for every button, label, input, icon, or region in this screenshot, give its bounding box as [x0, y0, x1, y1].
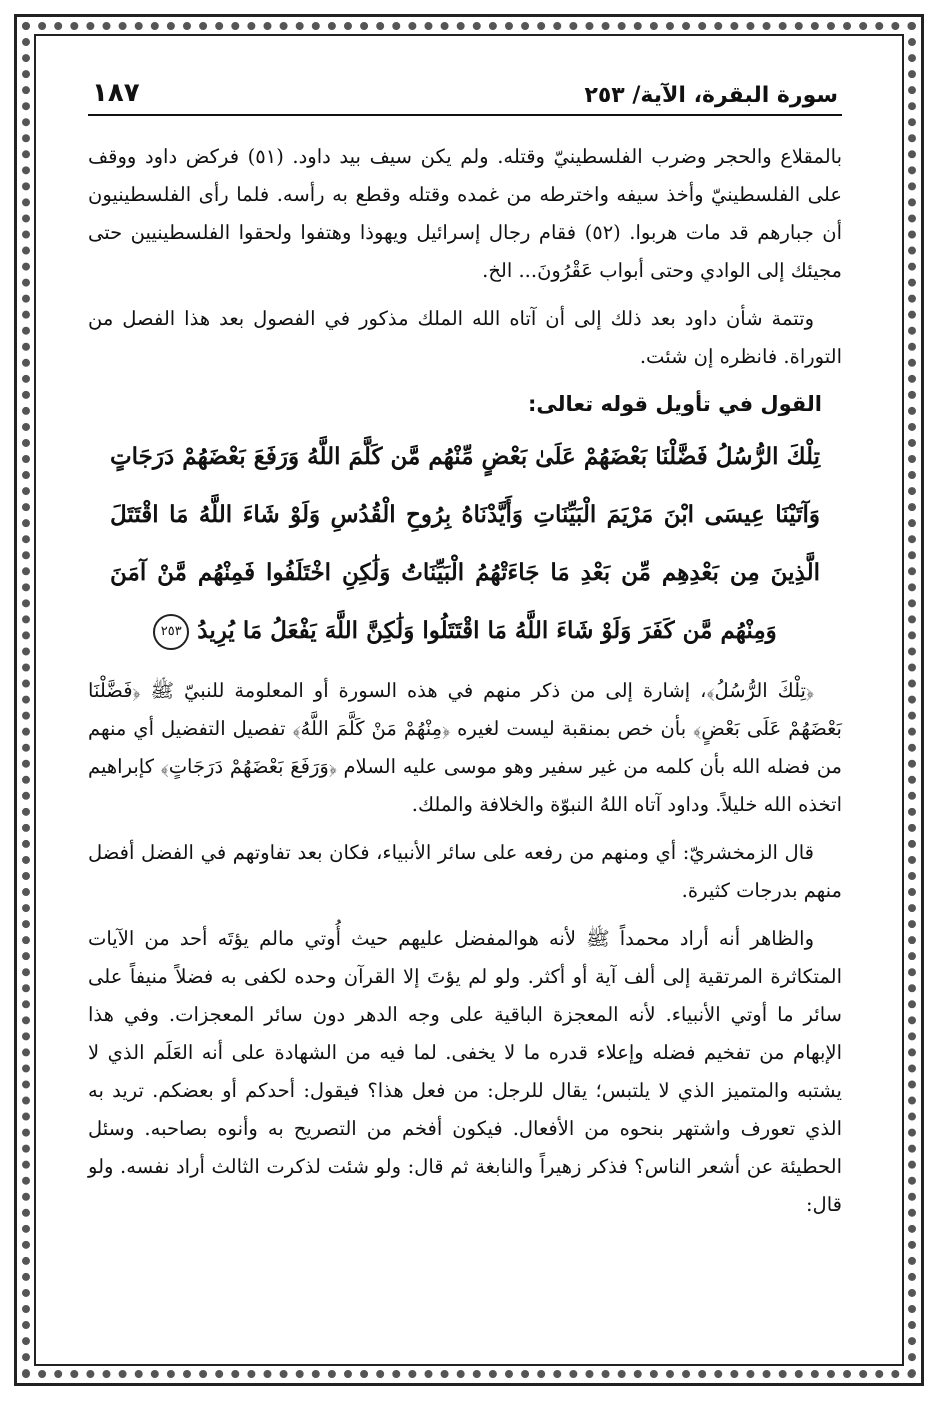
paragraph: بالمقلاع والحجر وضرب الفلسطينيّ وقتله. ولم يكن سيف بيد داود. (٥١) فركض داود ووقف على الفلسطينيّ وأخذ سيفه واخترطه من غمده وقتله وقطع به رأسه. فلما رأى الفلسطينيون أن جبارهم قد مات هربوا. (٥٢) فقام رجال إسرائيل ويهوذا وهتفوا ولحقوا الفلسطينيين حتى مجيئك إلى الوادي وحتى أبواب عَقْرُونَ... الخ.	[88, 145, 843, 282]
paragraph: وتتمة شأن داود بعد ذلك إلى أن آتاه الله الملك مذكور في الفصول بعد هذا الفصل من التوراة. فانظره إن شئت.	[88, 307, 842, 368]
verse-text: تِلْكَ الرُّسُلُ فَضَّلْنَا بَعْضَهُمْ عَلَىٰ بَعْضٍ مِّنْهُم مَّن كَلَّمَ اللَّهُ وَرَفَعَ بَعْضَهُمْ دَرَجَاتٍ وَآتَيْنَا عِيسَى ابْنَ مَرْيَمَ الْبَيِّنَاتِ وَأَيَّدْنَاهُ بِرُوحِ الْقُدُسِ وَلَوْ شَاءَ اللَّهُ مَا اقْتَتَلَ الَّذِينَ مِن بَعْدِهِم مِّن بَعْدِ مَا جَاءَتْهُمُ الْبَيِّنَاتُ وَلَٰكِنِ اخْتَلَفُوا فَمِنْهُم مَّنْ آمَنَ وَمِنْهُم مَّن كَفَرَ وَلَوْ شَاءَ اللَّهُ مَا اقْتَتَلُوا وَلَٰكِنَّ اللَّهَ يَفْعَلُ مَا يُرِيدُ	[110, 443, 820, 644]
page-number: ١٨٧	[92, 78, 140, 108]
book-page	[88, 70, 842, 1370]
section-heading: القول في تأويل قوله تعالى:	[528, 392, 822, 416]
commentary-paragraph: قال الزمخشريّ: أي ومنهم من رفعه على سائر الأنبياء، فكان بعد تفاوتهم في الفضل أفضل منهم بدرجات كثيرة.	[88, 841, 842, 902]
running-title: سورة البقرة، الآية/ ٢٥٣	[584, 83, 838, 108]
running-header	[88, 70, 842, 116]
page-body	[88, 138, 842, 1224]
quran-verse	[88, 428, 842, 660]
verse-number-marker: ٢٥٣	[153, 614, 189, 650]
commentary-paragraph: والظاهر أنه أراد محمداً ﷺ لأنه هوالمفضل عليهم حيث أُوتي مالم يؤتَه أحد من الآيات المتكاثرة المرتقية إلى ألف آية أو أكثر. ولو لم يؤتَ إلا القرآن وحده لكفى به فضلاً منيفاً على سائر ما أوتي الأنبياء. لأنه المعجزة الباقية على وجه الدهر دون سائر المعجزات. وفي هذا الإبهام من تفخيم فضله وإعلاء قدره ما لا يخفى. لما فيه من الشهادة على أنه العَلَم الذي لا يشتبه والمتميز الذي لا يلتبس؛ يقال للرجل: من فعل هذا؟ فيقول: أحدكم أو بعضكم. تريد به الذي تعورف واشتهر بنحوه من الأفعال. فيكون أفخم من التصريح به وأنوه بصاحبه. وسئل الحطيئة عن أشعر الناس؟ فذكر زهيراً والنابغة ثم قال: ولو شئت لذكرت الثالث أراد نفسه. ولو قال:	[88, 927, 842, 1216]
commentary-paragraph: ﴿تِلْكَ الرُّسُلُ﴾، إشارة إلى من ذكر منهم في هذه السورة أو المعلومة للنبيّ ﷺ ﴿فَضَّلْنَا بَعْضَهُمْ عَلَى بَعْضٍ﴾ بأن خص بمنقبة ليست لغيره ﴿مِنْهُمْ مَنْ كَلَّمَ اللَّهُ﴾ تفصيل التفضيل أي منهم من فضله الله بأن كلمه من غير سفير وهو موسى عليه السلام ﴿وَرَفَعَ بَعْضَهُمْ دَرَجَاتٍ﴾ كإبراهيم اتخذه الله خليلاً. وداود آتاه اللهُ النبوّة والخلافة والملك.	[88, 679, 842, 816]
